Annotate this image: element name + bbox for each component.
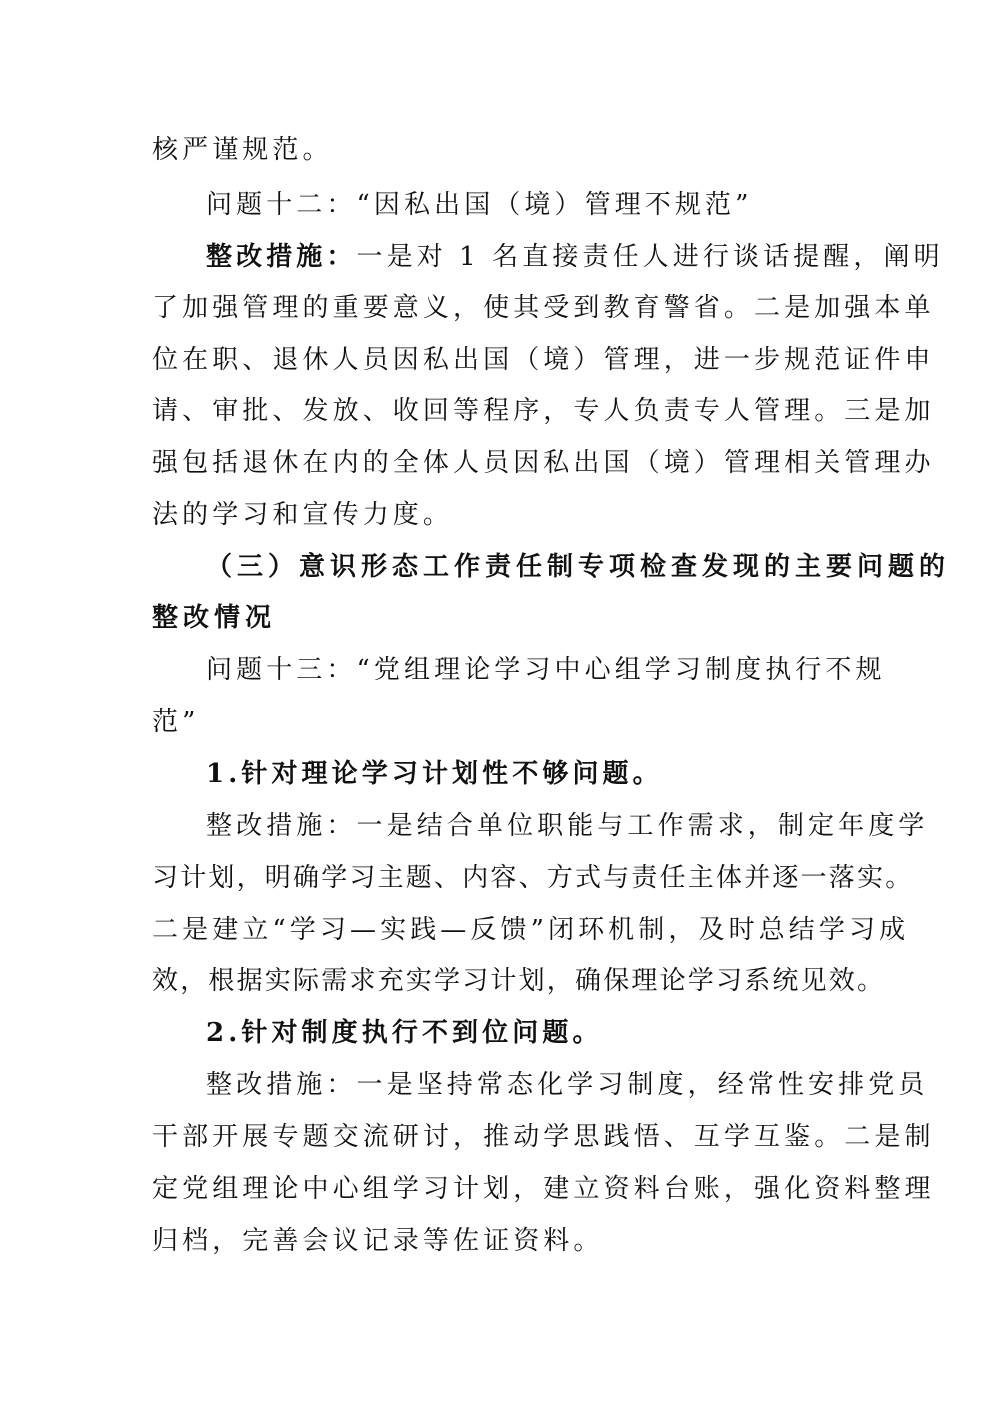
subheading: 2.针对制度执行不到位问题。 xyxy=(206,1018,603,1048)
paragraph-line: 干部开展专题交流研讨，推动学思践悟、互学互鉴。二是制 xyxy=(152,1122,935,1152)
section-heading: （三）意识形态工作责任制专项检查发现的主要问题的 xyxy=(206,552,951,582)
problem-heading: 问题十三：“党组理论学习中心组学习制度执行不规 xyxy=(206,655,886,685)
problem-heading: 问题十二：“因私出国（境）管理不规范” xyxy=(206,190,753,220)
paragraph-line: 核严谨规范。 xyxy=(152,135,333,165)
paragraph-line: 归档，完善会议记录等佐证资料。 xyxy=(152,1226,604,1256)
paragraph-line: 法的学习和宣传力度。 xyxy=(152,500,454,530)
measure-line xyxy=(206,239,1000,275)
paragraph-line: 了加强管理的重要意义，使其受到教育警省。二是加强本单 xyxy=(152,293,935,323)
subheading: 1.针对理论学习计划性不够问题。 xyxy=(206,759,663,789)
paragraph-line: 二是建立“学习—实践—反馈”闭环机制，及时总结学习成 xyxy=(152,915,910,945)
paragraph-line: 强包括退休在内的全体人员因私出国（境）管理相关管理办 xyxy=(152,448,935,478)
section-heading-cont: 整改情况 xyxy=(152,603,277,633)
measure-label: 整改措施： xyxy=(206,242,357,272)
paragraph-line: 整改措施：一是坚持常态化学习制度，经常性安排党员 xyxy=(206,1070,929,1100)
paragraph-line: 请、审批、发放、收回等程序，专人负责专人管理。三是加 xyxy=(152,396,935,426)
paragraph-line: 定党组理论中心组学习计划，建立资料台账，强化资料整理 xyxy=(152,1174,935,1204)
paragraph-line: 习计划，明确学习主题、内容、方式与责任主体并逐一落实。 xyxy=(152,863,914,893)
measure-text: 一是对 1 名直接责任人进行谈话提醒，阐明 xyxy=(356,242,944,272)
paragraph-line: 位在职、退休人员因私出国（境）管理，进一步规范证件申 xyxy=(152,345,935,375)
paragraph-line: 范” xyxy=(152,707,200,737)
paragraph-line: 整改措施：一是结合单位职能与工作需求，制定年度学 xyxy=(206,811,929,841)
paragraph-line: 效，根据实际需求充实学习计划，确保理论学习系统见效。 xyxy=(152,966,886,996)
